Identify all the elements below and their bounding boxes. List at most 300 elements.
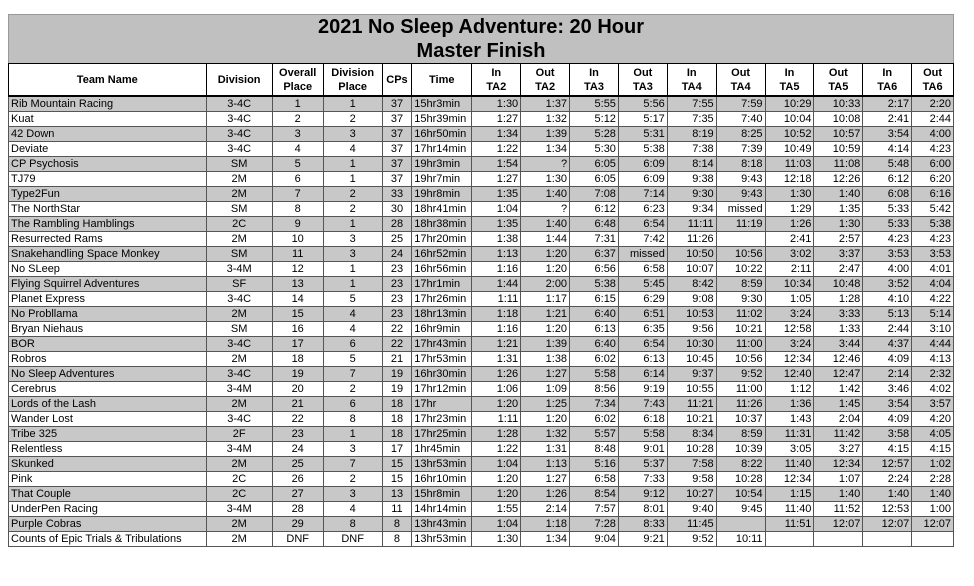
table-cell: SM <box>206 322 272 337</box>
table-cell: 2 <box>323 472 382 487</box>
table-row <box>9 247 954 262</box>
table-cell: 8:48 <box>570 442 619 457</box>
table-cell: 10:56 <box>716 352 765 367</box>
table-cell: 8:42 <box>667 277 716 292</box>
table-cell: 1:18 <box>521 517 570 532</box>
table-cell: 8:54 <box>570 487 619 502</box>
table-cell: 25 <box>382 232 412 247</box>
table-cell: 2:41 <box>863 112 912 127</box>
table-cell: 1hr45min <box>412 442 472 457</box>
table-cell: 4 <box>323 142 382 157</box>
table-cell: 23 <box>382 262 412 277</box>
table-cell: 17hr43min <box>412 337 472 352</box>
table-cell: 15 <box>272 307 323 322</box>
table-cell: 4:10 <box>863 292 912 307</box>
table-cell: 4:23 <box>912 232 954 247</box>
table-cell: 5:38 <box>618 142 667 157</box>
table-row <box>9 517 954 532</box>
column-header: In TA6 <box>863 64 912 97</box>
table-row <box>9 172 954 187</box>
table-row <box>9 532 954 547</box>
table-cell: 8:34 <box>667 427 716 442</box>
table-cell: 16 <box>272 322 323 337</box>
table-cell: 18hr38min <box>412 217 472 232</box>
table-cell: 4:04 <box>912 277 954 292</box>
table-cell: 7:43 <box>618 397 667 412</box>
table-cell: 3-4C <box>206 292 272 307</box>
table-cell: 12:58 <box>765 322 814 337</box>
table-cell: 2:57 <box>814 232 863 247</box>
column-header: Time <box>412 64 472 97</box>
table-cell: 6:29 <box>618 292 667 307</box>
table-cell: ? <box>521 202 570 217</box>
table-cell: 23 <box>382 277 412 292</box>
team-name-cell: Skunked <box>9 457 207 472</box>
table-cell: 2M <box>206 397 272 412</box>
table-cell: 3-4M <box>206 502 272 517</box>
table-cell: 8:56 <box>570 382 619 397</box>
table-cell: missed <box>618 247 667 262</box>
column-header: CPs <box>382 64 412 97</box>
table-cell: 6:02 <box>570 412 619 427</box>
table-cell: 3-4C <box>206 112 272 127</box>
table-cell: 1:16 <box>472 262 521 277</box>
table-cell: 11:02 <box>716 307 765 322</box>
table-cell: 9:12 <box>618 487 667 502</box>
table-cell: 19hr3min <box>412 157 472 172</box>
table-cell: 4 <box>323 307 382 322</box>
table-cell: 1:42 <box>814 382 863 397</box>
table-cell: 11:00 <box>716 337 765 352</box>
table-cell: 1:16 <box>472 322 521 337</box>
table-cell: 2:24 <box>863 472 912 487</box>
table-row <box>9 442 954 457</box>
table-cell: 1:27 <box>521 472 570 487</box>
table-cell: 12:47 <box>814 367 863 382</box>
table-cell: 1:36 <box>765 397 814 412</box>
table-cell: 2M <box>206 172 272 187</box>
table-cell: 6:40 <box>570 307 619 322</box>
table-row <box>9 487 954 502</box>
table-cell: 9:58 <box>667 472 716 487</box>
table-cell: 9:04 <box>570 532 619 547</box>
table-cell: 7:08 <box>570 187 619 202</box>
table-cell: 18 <box>272 352 323 367</box>
table-row <box>9 127 954 142</box>
table-cell: 9:34 <box>667 202 716 217</box>
table-cell: 3:53 <box>863 247 912 262</box>
table-cell: 14 <box>272 292 323 307</box>
table-cell: 1:40 <box>521 217 570 232</box>
table-cell: 5:56 <box>618 96 667 112</box>
table-cell: 8:59 <box>716 277 765 292</box>
team-name-cell: Tribe 325 <box>9 427 207 442</box>
table-cell: 3-4M <box>206 442 272 457</box>
table-cell: 28 <box>382 217 412 232</box>
table-cell: 12:34 <box>765 352 814 367</box>
team-name-cell: UnderPen Racing <box>9 502 207 517</box>
table-cell: 17hr12min <box>412 382 472 397</box>
table-cell: 1:12 <box>765 382 814 397</box>
table-cell: 1:13 <box>472 247 521 262</box>
table-cell: 5:30 <box>570 142 619 157</box>
table-cell: 1:45 <box>814 397 863 412</box>
table-cell: 3:02 <box>765 247 814 262</box>
table-cell: 3-4C <box>206 337 272 352</box>
table-cell: 33 <box>382 187 412 202</box>
table-cell: 2 <box>323 202 382 217</box>
team-name-cell: Relentless <box>9 442 207 457</box>
table-cell: 5:58 <box>570 367 619 382</box>
table-cell: 6:54 <box>618 217 667 232</box>
table-cell: 1:04 <box>472 202 521 217</box>
team-name-cell: The NorthStar <box>9 202 207 217</box>
table-body <box>9 96 954 547</box>
table-cell: 5:33 <box>863 217 912 232</box>
table-cell: 10:11 <box>716 532 765 547</box>
table-cell: 16hr52min <box>412 247 472 262</box>
table-cell: 1:34 <box>521 532 570 547</box>
table-cell: 1:22 <box>472 442 521 457</box>
team-name-cell: Rib Mountain Racing <box>9 96 207 112</box>
table-cell: 1:30 <box>521 172 570 187</box>
table-cell: 17 <box>382 442 412 457</box>
table-cell: 1:54 <box>472 157 521 172</box>
table-cell: missed <box>716 202 765 217</box>
table-cell: 1:30 <box>472 532 521 547</box>
table-cell: 11:31 <box>765 427 814 442</box>
table-cell: 12:57 <box>863 457 912 472</box>
table-cell: 10:28 <box>667 442 716 457</box>
table-cell: 3 <box>272 127 323 142</box>
table-cell: 6:13 <box>570 322 619 337</box>
team-name-cell: No Sleep Adventures <box>9 367 207 382</box>
table-row <box>9 322 954 337</box>
table-cell: 7:58 <box>667 457 716 472</box>
table-cell: 7:34 <box>570 397 619 412</box>
table-cell: 1:30 <box>472 96 521 112</box>
table-cell: 2M <box>206 517 272 532</box>
table-cell: 10:07 <box>667 262 716 277</box>
table-cell: 3-4C <box>206 412 272 427</box>
table-cell: 1:39 <box>521 127 570 142</box>
team-name-cell: Flying Squirrel Adventures <box>9 277 207 292</box>
table-cell: 7:28 <box>570 517 619 532</box>
team-name-cell: Bryan Niehaus <box>9 322 207 337</box>
table-cell: 3:57 <box>912 397 954 412</box>
table-cell: 2:04 <box>814 412 863 427</box>
table-cell: 13 <box>382 487 412 502</box>
table-cell: 3:05 <box>765 442 814 457</box>
table-cell: 1 <box>323 277 382 292</box>
column-header: Team Name <box>9 64 207 97</box>
table-cell: 5:14 <box>912 307 954 322</box>
table-cell: 3:53 <box>912 247 954 262</box>
table-cell: 3 <box>323 487 382 502</box>
team-name-cell: Lords of the Lash <box>9 397 207 412</box>
table-cell: 9:30 <box>667 187 716 202</box>
table-cell: 37 <box>382 157 412 172</box>
team-name-cell: TJ79 <box>9 172 207 187</box>
table-cell: 10:27 <box>667 487 716 502</box>
table-cell: 19 <box>382 382 412 397</box>
table-cell: 13hr43min <box>412 517 472 532</box>
table-cell: 1:20 <box>521 262 570 277</box>
table-cell: 16hr9min <box>412 322 472 337</box>
table-cell: 16hr30min <box>412 367 472 382</box>
table-cell: 20 <box>272 382 323 397</box>
table-cell: 4:23 <box>912 142 954 157</box>
table-cell: 6:02 <box>570 352 619 367</box>
table-row <box>9 352 954 367</box>
table-cell: 5:38 <box>570 277 619 292</box>
table-cell: 7:35 <box>667 112 716 127</box>
table-cell: 3:58 <box>863 427 912 442</box>
table-cell: 1:32 <box>521 427 570 442</box>
table-cell: 3-4C <box>206 127 272 142</box>
table-cell: 2:47 <box>814 262 863 277</box>
table-cell: 17hr26min <box>412 292 472 307</box>
table-cell: 18 <box>382 397 412 412</box>
table-cell: 6:13 <box>618 352 667 367</box>
table-cell: 1:18 <box>472 307 521 322</box>
table-cell: 10:53 <box>667 307 716 322</box>
table-cell: 1:04 <box>472 457 521 472</box>
table-cell: 6:58 <box>618 262 667 277</box>
table-cell: 2:41 <box>765 232 814 247</box>
table-cell: 22 <box>382 337 412 352</box>
column-header: Division <box>206 64 272 97</box>
team-name-cell: Planet Express <box>9 292 207 307</box>
table-cell: 8:19 <box>667 127 716 142</box>
table-cell: 12:07 <box>814 517 863 532</box>
table-cell: 6:08 <box>863 187 912 202</box>
team-name-cell: No Probllama <box>9 307 207 322</box>
table-cell: 11:03 <box>765 157 814 172</box>
table-cell: 23 <box>382 307 412 322</box>
table-cell: 7:14 <box>618 187 667 202</box>
team-name-cell: 42 Down <box>9 127 207 142</box>
table-cell: 11:40 <box>765 502 814 517</box>
table-cell: 17hr <box>412 397 472 412</box>
table-cell: 10:57 <box>814 127 863 142</box>
table-cell: 10:50 <box>667 247 716 262</box>
table-cell: 10:45 <box>667 352 716 367</box>
table-cell <box>716 517 765 532</box>
table-cell: 4:22 <box>912 292 954 307</box>
table-cell: 12:40 <box>765 367 814 382</box>
table-cell: 1:27 <box>521 367 570 382</box>
table-cell: 12 <box>272 262 323 277</box>
table-cell: 17hr1min <box>412 277 472 292</box>
table-cell: 1:15 <box>765 487 814 502</box>
column-header: Out TA5 <box>814 64 863 97</box>
table-cell: 5:57 <box>570 427 619 442</box>
table-cell: 18hr41min <box>412 202 472 217</box>
table-cell: 6:37 <box>570 247 619 262</box>
table-cell: 2 <box>323 112 382 127</box>
table-cell: 2:11 <box>765 262 814 277</box>
table-cell: 1:22 <box>472 142 521 157</box>
table-cell: 15 <box>382 457 412 472</box>
table-cell: 1:26 <box>472 367 521 382</box>
table-cell: 1:31 <box>472 352 521 367</box>
table-cell: 29 <box>272 517 323 532</box>
table-cell: 10:29 <box>765 96 814 112</box>
table-cell: 2M <box>206 532 272 547</box>
table-cell: 11:21 <box>667 397 716 412</box>
table-cell: 1 <box>323 262 382 277</box>
table-row <box>9 457 954 472</box>
table-cell: 5 <box>323 292 382 307</box>
table-cell: 6:56 <box>570 262 619 277</box>
table-cell: ? <box>521 157 570 172</box>
table-cell: 3:24 <box>765 337 814 352</box>
table-cell: 11 <box>272 247 323 262</box>
table-cell: 5:45 <box>618 277 667 292</box>
table-cell: 9:37 <box>667 367 716 382</box>
table-row <box>9 142 954 157</box>
table-cell: 5:33 <box>863 202 912 217</box>
team-name-cell: Kuat <box>9 112 207 127</box>
table-cell: 3 <box>323 127 382 142</box>
table-cell: 3:52 <box>863 277 912 292</box>
table-cell: 17hr23min <box>412 412 472 427</box>
table-cell: 21 <box>272 397 323 412</box>
table-cell: 6:09 <box>618 157 667 172</box>
table-cell: 1:07 <box>814 472 863 487</box>
table-cell: 37 <box>382 172 412 187</box>
table-row <box>9 217 954 232</box>
table-cell: 6:00 <box>912 157 954 172</box>
table-cell: 2:14 <box>521 502 570 517</box>
table-cell: 1:20 <box>521 247 570 262</box>
table-cell: 5:55 <box>570 96 619 112</box>
table-cell: 3:44 <box>814 337 863 352</box>
table-cell: 17 <box>272 337 323 352</box>
table-cell: 13hr53min <box>412 532 472 547</box>
table-cell: 2F <box>206 427 272 442</box>
table-cell: 2C <box>206 487 272 502</box>
table-cell: 6:05 <box>570 157 619 172</box>
table-cell: 4 <box>272 142 323 157</box>
table-cell: 4:37 <box>863 337 912 352</box>
table-cell: 12:18 <box>765 172 814 187</box>
table-cell: 2:14 <box>863 367 912 382</box>
table-cell: 11:11 <box>667 217 716 232</box>
table-cell: 6:35 <box>618 322 667 337</box>
table-cell: 24 <box>272 442 323 457</box>
table-cell: 1:21 <box>472 337 521 352</box>
table-cell: 1:34 <box>521 142 570 157</box>
table-row <box>9 412 954 427</box>
table-cell: 4:14 <box>863 142 912 157</box>
table-cell: 6:05 <box>570 172 619 187</box>
table-cell: 3:54 <box>863 127 912 142</box>
table-cell: 7:31 <box>570 232 619 247</box>
table-cell: 7 <box>323 457 382 472</box>
table-cell: 15hr3min <box>412 96 472 112</box>
table-cell: 2:00 <box>521 277 570 292</box>
table-cell: 16hr56min <box>412 262 472 277</box>
table-cell: 6:16 <box>912 187 954 202</box>
column-header: Out TA3 <box>618 64 667 97</box>
table-cell: 9:19 <box>618 382 667 397</box>
table-cell: 5:58 <box>618 427 667 442</box>
table-cell: 5:16 <box>570 457 619 472</box>
table-row <box>9 202 954 217</box>
table-cell: 8 <box>382 532 412 547</box>
table-cell: 5:42 <box>912 202 954 217</box>
table-cell: DNF <box>272 532 323 547</box>
table-cell: SM <box>206 247 272 262</box>
table-cell: 9:52 <box>716 367 765 382</box>
table-cell: 6:23 <box>618 202 667 217</box>
table-cell: 1:32 <box>521 112 570 127</box>
table-cell: 8:25 <box>716 127 765 142</box>
table-cell: 7:42 <box>618 232 667 247</box>
table-cell: 6:40 <box>570 337 619 352</box>
table-cell: 3:10 <box>912 322 954 337</box>
team-name-cell: No SLeep <box>9 262 207 277</box>
table-cell: 1:44 <box>472 277 521 292</box>
table-cell: 11 <box>382 502 412 517</box>
table-cell: 6:48 <box>570 217 619 232</box>
table-cell: 11:52 <box>814 502 863 517</box>
table-cell: 28 <box>272 502 323 517</box>
table-row <box>9 96 954 112</box>
table-cell: 2M <box>206 232 272 247</box>
team-name-cell: Purple Cobras <box>9 517 207 532</box>
table-cell: 17hr14min <box>412 142 472 157</box>
table-cell: 1:28 <box>472 427 521 442</box>
table-cell: 6:09 <box>618 172 667 187</box>
table-cell: 7 <box>272 187 323 202</box>
column-header: In TA2 <box>472 64 521 97</box>
table-cell: 22 <box>382 322 412 337</box>
table-cell: 1:25 <box>521 397 570 412</box>
table-cell: 4:15 <box>863 442 912 457</box>
table-cell: 4:05 <box>912 427 954 442</box>
table-cell: DNF <box>323 532 382 547</box>
table-cell: 1:37 <box>521 96 570 112</box>
table-cell: 1:40 <box>814 487 863 502</box>
table-row <box>9 337 954 352</box>
table-cell: 3:54 <box>863 397 912 412</box>
table-cell: 26 <box>272 472 323 487</box>
table-cell: 24 <box>382 247 412 262</box>
table-row <box>9 397 954 412</box>
table-cell: 1 <box>323 96 382 112</box>
table-row <box>9 427 954 442</box>
table-cell: 6:18 <box>618 412 667 427</box>
table-cell: 2:44 <box>912 112 954 127</box>
table-cell: 19 <box>382 367 412 382</box>
table-cell: 2 <box>323 187 382 202</box>
table-cell: 23 <box>382 292 412 307</box>
table-cell: 10:37 <box>716 412 765 427</box>
table-cell: 4:01 <box>912 262 954 277</box>
table-cell: 1:40 <box>912 487 954 502</box>
table-cell: 21 <box>382 352 412 367</box>
table-cell: 7:55 <box>667 96 716 112</box>
table-cell: 13 <box>272 277 323 292</box>
table-cell: 7 <box>323 367 382 382</box>
table-cell: 6:20 <box>912 172 954 187</box>
team-name-cell: Cerebrus <box>9 382 207 397</box>
table-cell: 2:17 <box>863 96 912 112</box>
table-cell: 25 <box>272 457 323 472</box>
